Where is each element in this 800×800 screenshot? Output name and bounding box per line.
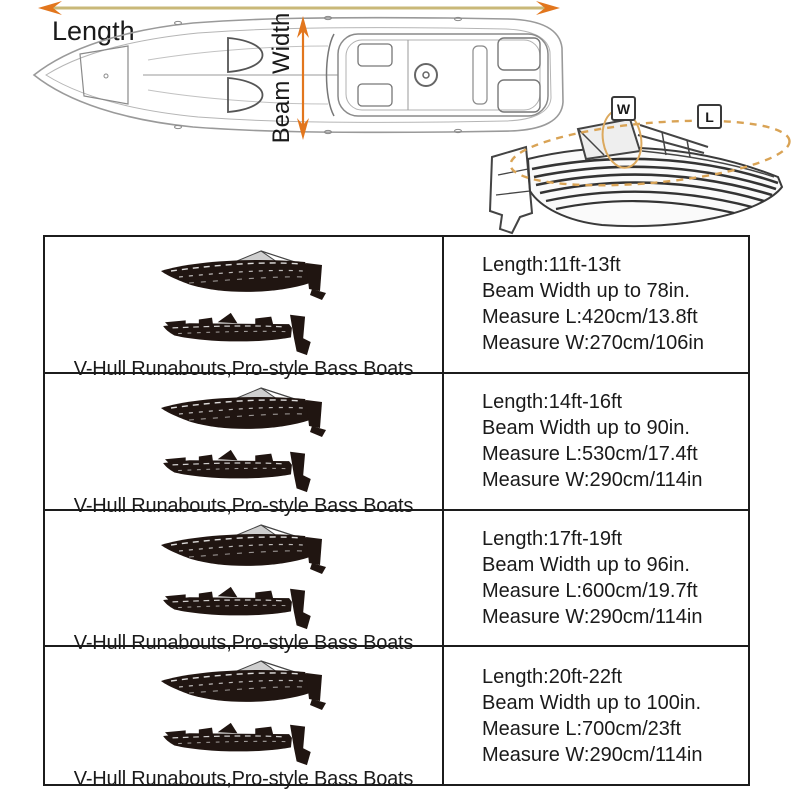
size-table: [43, 235, 750, 791]
beam-width-label: Beam Width: [268, 12, 295, 144]
length-arrow: [38, 1, 560, 15]
table-row-2: [45, 374, 748, 517]
table-row-4: [45, 647, 748, 791]
spec-beam-width: Beam Width up to 78in.: [482, 280, 690, 303]
width-tag-label: W: [616, 101, 631, 117]
boat-type-label: V-Hull Runabouts,Pro-style Bass Boats: [73, 494, 414, 517]
bass-boat-silhouette: [161, 721, 326, 768]
spec-measure-w: Measure W:290cm/114in: [482, 605, 703, 628]
specs-cell: [444, 647, 748, 784]
spec-measure-l: Measure L:420cm/13.8ft: [482, 306, 698, 329]
boat-type-label: V-Hull Runabouts,Pro-style Bass Boats: [73, 358, 414, 380]
spec-measure-w: Measure W:290cm/114in: [482, 469, 703, 492]
spec-beam-width: Beam Width up to 90in.: [482, 417, 690, 440]
boat-type-cell: [45, 511, 444, 654]
width-tag: [612, 97, 635, 120]
specs-cell: [444, 511, 748, 646]
runabout-silhouette: [159, 523, 329, 575]
measurement-diagram: [0, 0, 800, 235]
boat-type-label: V-Hull Runabouts,Pro-style Bass Boats: [73, 631, 414, 654]
spec-measure-l: Measure L:600cm/19.7ft: [482, 579, 698, 602]
spec-length: Length:20ft-22ft: [482, 665, 623, 688]
boat-type-cell: [45, 374, 444, 517]
spec-measure-w: Measure W:270cm/106in: [482, 332, 704, 355]
spec-length: Length:14ft-16ft: [482, 391, 623, 414]
length-tag: [698, 105, 721, 128]
bass-boat-silhouette: [161, 448, 326, 495]
spec-length: Length:11ft-13ft: [482, 254, 621, 277]
boat-type-label: V-Hull Runabouts,Pro-style Bass Boats: [73, 768, 414, 791]
boat-type-cell: [45, 237, 444, 380]
spec-beam-width: Beam Width up to 100in.: [482, 691, 702, 714]
bass-boat-silhouette: [161, 311, 326, 358]
spec-measure-w: Measure W:290cm/114in: [482, 743, 703, 766]
spec-measure-l: Measure L:530cm/17.4ft: [482, 443, 698, 466]
runabout-silhouette: [159, 249, 329, 301]
length-tag-label: L: [705, 109, 714, 125]
runabout-silhouette: [159, 659, 329, 711]
runabout-silhouette: [159, 386, 329, 438]
table-row-3: [45, 511, 748, 654]
specs-cell: [444, 237, 748, 372]
length-label: Length: [52, 16, 135, 46]
spec-beam-width: Beam Width up to 96in.: [482, 553, 690, 576]
specs-cell: [444, 374, 748, 509]
spec-measure-l: Measure L:700cm/23ft: [482, 717, 681, 740]
beam-width-arrow: [297, 16, 309, 140]
boat-type-cell: [45, 647, 444, 791]
bass-boat-silhouette: [161, 585, 326, 632]
table-row-1: [45, 237, 748, 380]
covered-boat-drawing: [490, 97, 792, 233]
spec-length: Length:17ft-19ft: [482, 527, 623, 550]
